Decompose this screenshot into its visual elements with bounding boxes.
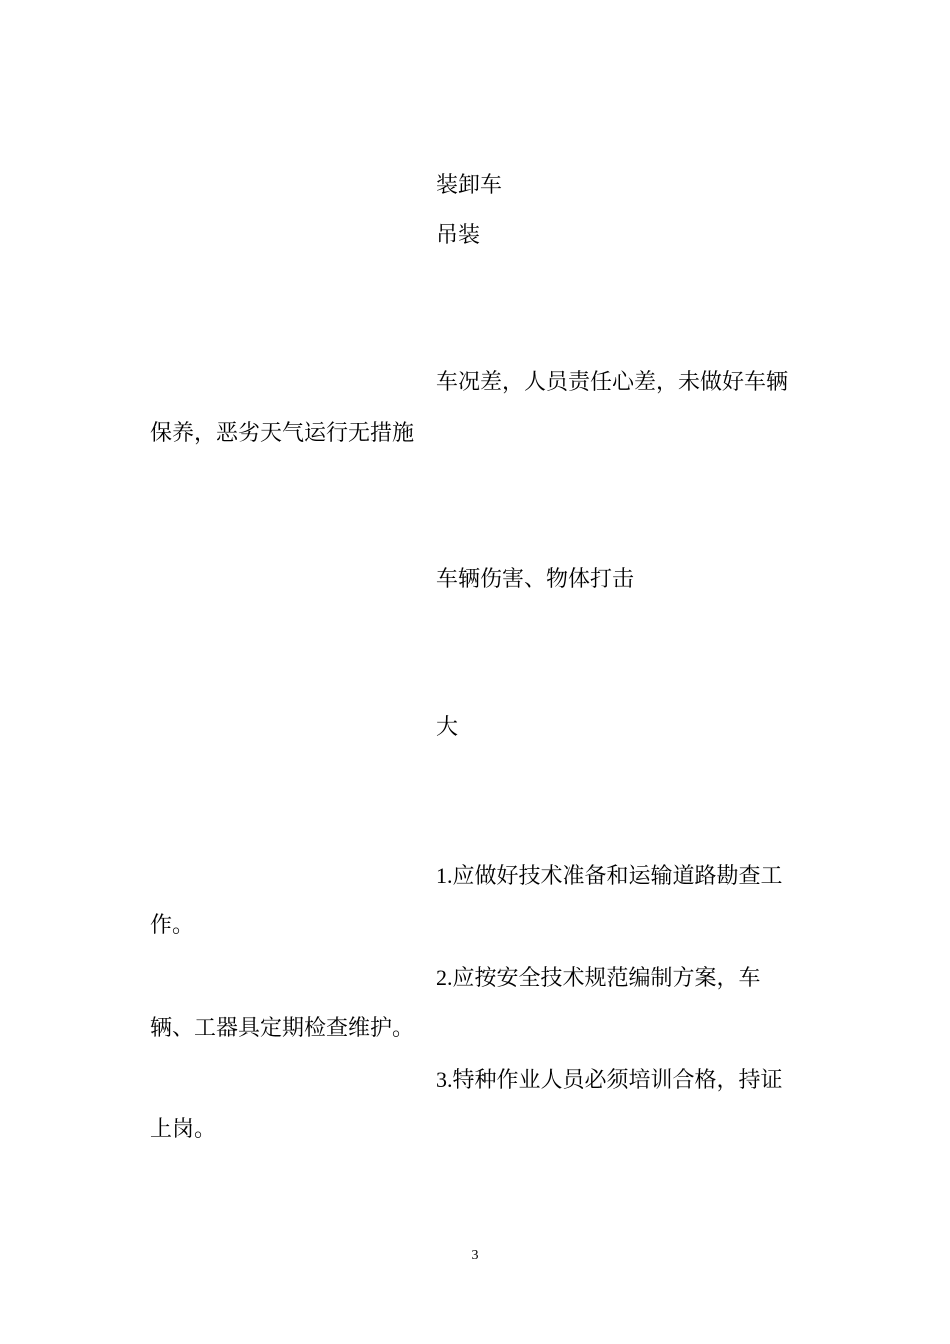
hazard-text: 车辆伤害、物体打击 — [436, 567, 635, 592]
measure-2-number: 2. — [436, 965, 453, 990]
measure-2-line-2: 辆、工器具定期检查维护。 — [150, 1016, 415, 1041]
measure-3-line-1 — [436, 1066, 783, 1095]
measure-3-line-2: 上岗。 — [150, 1117, 217, 1142]
measure-1-line-2: 作。 — [150, 913, 195, 938]
measure-2-text: 应按安全技术规范编制方案，车 — [452, 966, 761, 991]
measure-2-line-1 — [436, 964, 761, 993]
operation-type-line-1: 装卸车 — [436, 173, 503, 198]
measure-3-text: 特种作业人员必须培训合格，持证 — [452, 1068, 783, 1093]
page-number: 3 — [471, 1248, 479, 1263]
measure-3-number: 3. — [436, 1067, 453, 1092]
cause-text-line-1: 车况差，人员责任心差，未做好车辆 — [436, 370, 789, 395]
measure-1-number: 1. — [436, 863, 453, 888]
measure-1-line-1 — [436, 862, 783, 891]
risk-level-text: 大 — [436, 715, 459, 740]
cause-text-line-2: 保养，恶劣天气运行无措施 — [150, 421, 415, 446]
measure-1-text: 应做好技术准备和运输道路勘查工 — [452, 864, 783, 889]
operation-type-line-2: 吊装 — [436, 223, 481, 248]
